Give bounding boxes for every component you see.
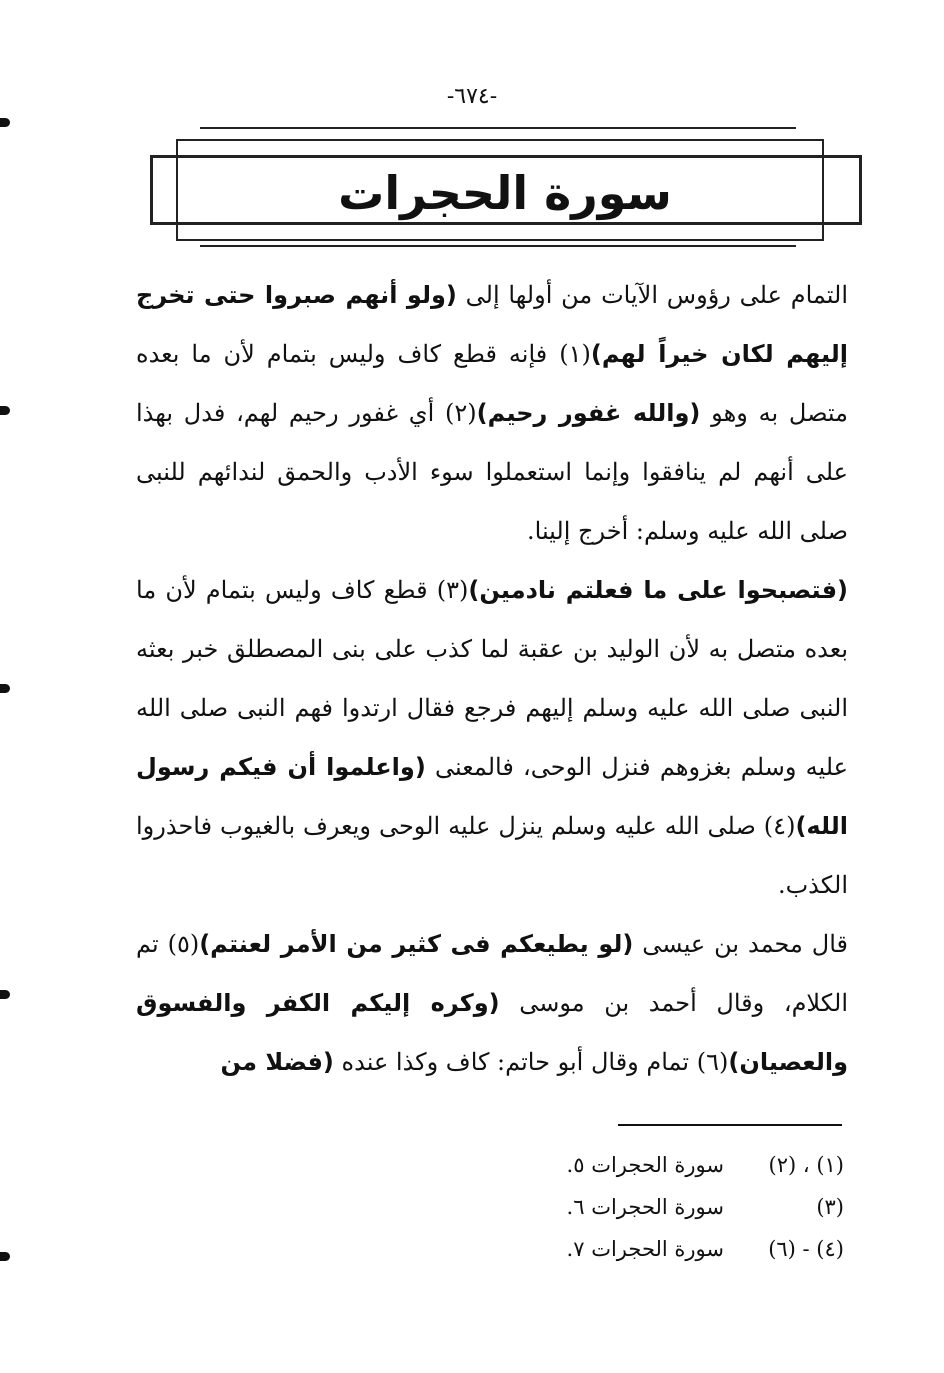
footnote — [480, 1186, 844, 1228]
text-segment: (٢) أي غفور رحيم لهم، فدل بهذا على أنهم لم ينافقوا وإنما استعملوا سوء الأدب والحمق لندائهم للنبى صلى الله عليه وسلم: أخرج إلينا. — [136, 399, 848, 545]
text-segment: (٤) صلى الله عليه وسلم ينزل عليه الوحى ويعرف بالغيوب فاحذروا الكذب. — [136, 812, 848, 899]
text-segment: (٥) تم الكلام، وقال أحمد بن موسى — [136, 930, 848, 1017]
surah-title: سورة الحجرات — [338, 166, 672, 220]
paragraph — [136, 915, 848, 1092]
binding-hole-mark — [0, 406, 10, 415]
paragraph — [136, 561, 848, 915]
footnote — [480, 1144, 844, 1186]
footnote-text: سورة الحجرات ٧. — [566, 1237, 724, 1261]
binding-hole-mark — [0, 1252, 10, 1261]
text-segment: (٣) قطع كاف وليس بتمام لأن ما بعده متصل به لأن الوليد بن عقبة لما كذب على بنى المصطلق خبر بعثه النبى صلى الله عليه وسلم إليهم فرجع فقال ارتدوا فهم النبى صلى الله عليه وسلم بغزوهم فنزل الوحى، فالمعنى — [136, 576, 849, 781]
footnote — [480, 1228, 844, 1270]
page-number: -٦٧٤- — [446, 84, 498, 109]
frame-top-rule — [200, 127, 796, 129]
quran-quote: (فضلا من — [220, 1048, 334, 1076]
footnotes — [480, 1144, 844, 1270]
title-frame — [150, 127, 860, 249]
binding-hole-mark — [0, 990, 10, 999]
footnote-ref: (٣) — [816, 1195, 844, 1219]
text-segment: التمام على رؤوس الآيات من أولها إلى — [456, 281, 848, 309]
quran-quote: (فتصبحوا على ما فعلتم نادمين) — [468, 576, 848, 604]
quran-quote: (والله غفور رحيم) — [476, 399, 701, 427]
footnote-ref: (١) ، (٢) — [768, 1153, 844, 1177]
quran-quote: (واعلموا أن فيكم رسول الله) — [136, 753, 848, 840]
binding-hole-mark — [0, 684, 10, 693]
footnote-text: سورة الحجرات ٦. — [566, 1195, 724, 1219]
quran-quote: (لو يطيعكم فى كثير من الأمر لعنتم) — [199, 930, 634, 958]
quran-quote: (ولو أنهم صبروا حتى تخرج إليهم لكان خيراً لهم) — [136, 281, 848, 368]
text-segment: (٦) تمام وقال أبو حاتم: كاف وكذا عنده — [333, 1048, 729, 1076]
text-segment: (١) فإنه قطع كاف وليس بتمام لأن ما بعده متصل به وهو — [136, 340, 848, 427]
body-text — [136, 266, 848, 1092]
footnote-text: سورة الحجرات ٥. — [566, 1153, 724, 1177]
quran-quote: (وكره إليكم الكفر والفسوق والعصيان) — [136, 989, 848, 1076]
paragraph — [136, 266, 848, 561]
text-segment: قال محمد بن عيسى — [633, 930, 848, 958]
footnote-separator — [618, 1124, 842, 1126]
frame-bottom-rule — [200, 245, 796, 247]
footnote-ref: (٤) - (٦) — [768, 1237, 844, 1261]
binding-hole-mark — [0, 118, 10, 127]
